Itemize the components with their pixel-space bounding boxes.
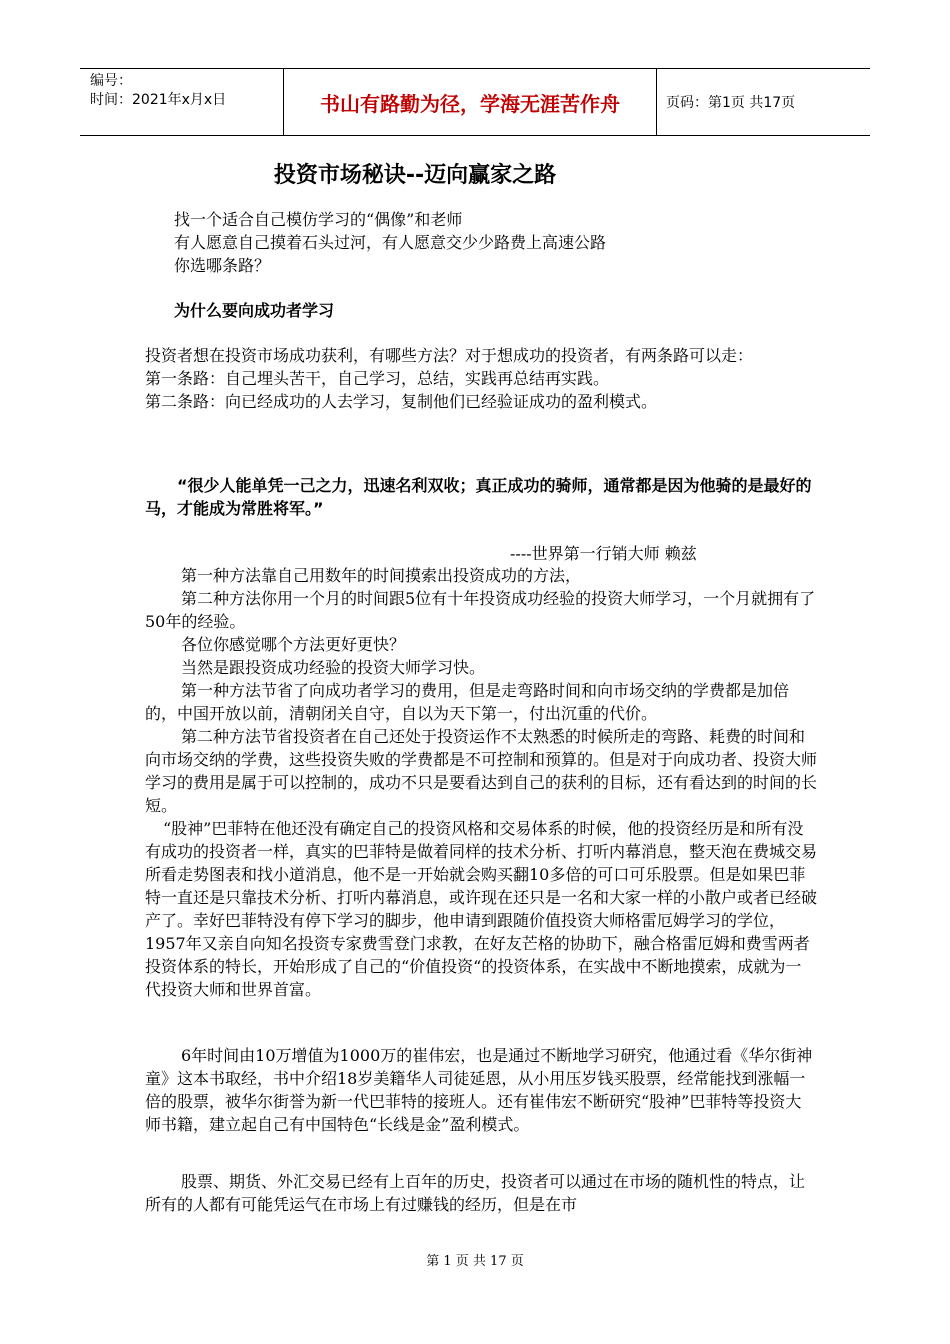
section-2 xyxy=(145,564,817,1001)
doc-number-label: 编号： xyxy=(90,73,132,89)
intro-block xyxy=(174,208,606,277)
paragraph: 投资者想在投资市场成功获利，有哪些方法？对于想成功的投资者，有两条路可以走： xyxy=(145,346,754,365)
quote-attribution: ----世界第一行销大师 赖兹 xyxy=(510,544,697,563)
section-1 xyxy=(145,344,817,413)
paragraph: 第一种方法节省了向成功者学习的费用，但是走弯路时间和向市场交纳的学费都是加倍的，中国开放以前，清朝闭关自守，自以为天下第一，付出沉重的代价。 xyxy=(145,681,790,723)
header-motto: 书山有路勤为径，学海无涯苦作舟 xyxy=(320,91,620,116)
quote: “很少人能单凭一己之力，迅速名利双收；真正成功的骑师，通常都是因为他骑的是最好的马，才能成为常胜将军。” xyxy=(145,476,812,518)
paragraph: 股票、期货、外汇交易已经有上百年的历史，投资者可以通过在市场的随机性的特点，让所有的人都有可能凭运气在市场上有过赚钱的经历，但是在市 xyxy=(145,1172,806,1214)
doc-date: 时间：2021年x月x日 xyxy=(90,92,227,108)
header-page-info: 页码：第1页 共17页 xyxy=(666,95,796,111)
intro-line: 你选哪条路？ xyxy=(174,256,271,275)
paragraph: 第二条路：向已经成功的人去学习，复制他们已经验证成功的盈利模式。 xyxy=(145,392,658,411)
paragraph: 第二种方法节省投资者在自己还处于投资运作不太熟悉的时候所走的弯路、耗费的时间和向市场交纳的学费，这些投资失败的学费都是不可控制和预算的。但是对于向成功者、投资大师学习的费用是属于可以控制的，成功不只是要看达到自己的获利的目标，还有看达到的时间的长短。 xyxy=(145,727,818,815)
page-footer: 第 1 页 共 17 页 xyxy=(426,1254,524,1269)
paragraph: 第二种方法你用一个月的时间跟5位有十年投资成功经验的投资大师学习，一个月就拥有了50年的经验。 xyxy=(145,589,816,631)
section-4 xyxy=(145,1170,817,1216)
paragraph: 各位你感觉哪个方法更好更快？ xyxy=(181,635,406,654)
document-title: 投资市场秘诀--迈向赢家之路 xyxy=(273,163,557,188)
intro-line: 找一个适合自己模仿学习的“偶像”和老师 xyxy=(174,210,463,229)
intro-line: 有人愿意自己摸着石头过河，有人愿意交少少路费上高速公路 xyxy=(174,233,607,252)
section-3 xyxy=(145,1044,817,1136)
paragraph: “股神”巴菲特在他还没有确定自己的投资风格和交易体系的时候，他的投资经历是和所有没有成功的投资者一样，真实的巴菲特是做着同样的技术分析、打听内幕消息，整天泡在费城交易所看走势图表和找小道消息，他不是一开始就会购买翻10多倍的可口可乐股票。但是如果巴菲特一直还是只靠技术分析、打听内幕消息，或许现在还只是一名和大家一样的小散户或者已经破产了。幸好巴菲特没有停下学习的脚步，他申请到跟随价值投资大师格雷厄姆学习的学位，1957年又亲自向知名投资专家费雪登门求教，在好友芒格的协助下，融合格雷厄姆和费雪两者投资体系的特长，开始形成了自己的“价值投资“的投资体系，在实战中不断地摸索，成就为一代投资大师和世界首富。 xyxy=(145,819,818,999)
paragraph: 第一种方法靠自己用数年的时间摸索出投资成功的方法， xyxy=(181,566,582,585)
header-meta xyxy=(90,72,226,110)
header-divider xyxy=(656,68,657,136)
paragraph: 第一条路：自己埋头苦干，自己学习，总结，实践再总结再实践。 xyxy=(145,369,610,388)
paragraph: 当然是跟投资成功经验的投资大师学习快。 xyxy=(181,658,486,677)
section-heading: 为什么要向成功者学习 xyxy=(174,301,335,320)
paragraph: 6年时间由10万增值为1000万的崔伟宏，也是通过不断地学习研究，他通过看《华尔街神童》这本书取经，书中介绍18岁美籍华人司徒延恩，从小用压岁钱买股票，经常能找到涨幅一倍的股票，被华尔街誉为新一代巴菲特的接班人。还有崔伟宏不断研究“股神”巴菲特等投资大师书籍，建立起自己有中国特色“长线是金”盈利模式。 xyxy=(145,1046,813,1134)
